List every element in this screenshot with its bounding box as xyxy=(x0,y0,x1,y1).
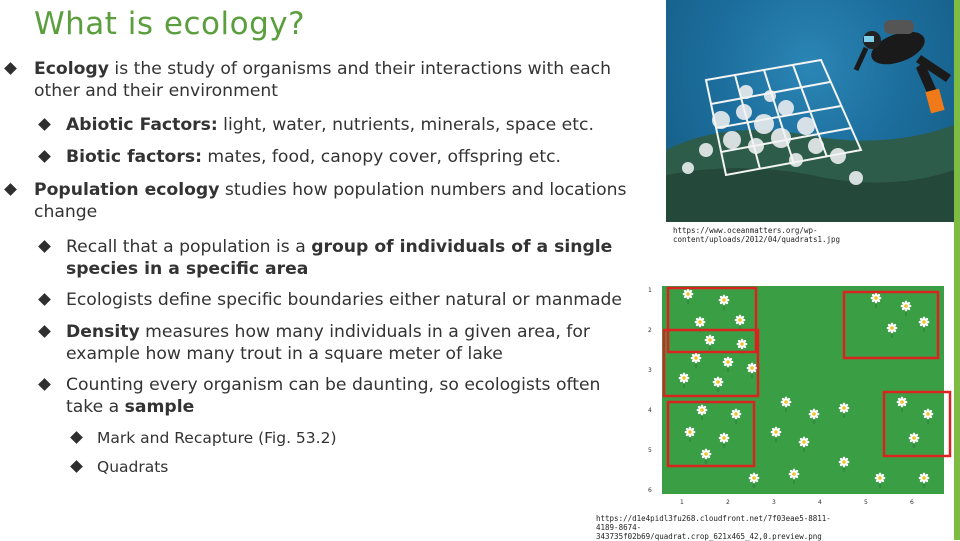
bullet-bold: Density xyxy=(66,322,140,342)
bullet-bold: Biotic factors: xyxy=(66,147,202,167)
row-label: 5 xyxy=(648,447,652,454)
bullet-diamond-icon xyxy=(38,118,51,131)
bullet-diamond-icon xyxy=(38,325,51,338)
row-label: 6 xyxy=(648,487,652,494)
bullet-bold: sample xyxy=(124,397,195,417)
bullet-bold: Abiotic Factors: xyxy=(66,115,218,135)
diver-figure xyxy=(856,20,951,113)
bullet-diamond-icon xyxy=(38,378,51,391)
bullet-diamond-icon xyxy=(70,431,83,444)
bullet-diamond-icon xyxy=(38,150,51,163)
bullet-diamond-icon xyxy=(38,293,51,306)
bullet-text: Counting every organism can be daunting, so ecologists often take a xyxy=(66,375,601,417)
bullet-diamond-icon xyxy=(38,240,51,253)
bullet-diamond-icon xyxy=(4,183,17,196)
coral-quadrat-photo xyxy=(666,0,954,222)
bullet-diamond-icon xyxy=(70,460,83,473)
photo-caption: https://www.oceanmatters.org/wp-content/uploads/2012/04/quadrats1.jpg xyxy=(673,226,841,244)
bullet-bold: Ecology xyxy=(34,59,109,79)
bullet-population-ecology xyxy=(34,179,644,223)
col-label: 4 xyxy=(818,499,822,506)
col-label: 6 xyxy=(910,499,914,506)
bullet-boundaries xyxy=(66,289,636,311)
col-label: 3 xyxy=(772,499,776,506)
diagram-caption: https://d1e4pidl3fu268.cloudfront.net/7f03eae5-8811-4189-8674-343735f02b69/quadrat.crop_621x465_42,0.preview.png xyxy=(596,514,831,541)
bullet-text: studies how population numbers and locations change xyxy=(34,180,627,222)
bullet-text: light, water, nutrients, minerals, space etc. xyxy=(217,115,594,135)
row-label: 1 xyxy=(648,287,652,294)
accent-bar xyxy=(954,0,960,540)
bullet-bold: group of individuals of a single species in a specific area xyxy=(66,237,613,279)
bullet-sampling xyxy=(66,374,636,418)
bullet-quadrats xyxy=(97,456,617,478)
bullet-text: mates, food, canopy cover, offspring etc. xyxy=(201,147,562,167)
bullet-diamond-icon xyxy=(4,62,17,75)
bullet-bold: Population ecology xyxy=(34,180,220,200)
bullet-density xyxy=(66,321,636,365)
row-label: 2 xyxy=(648,327,652,334)
field-background xyxy=(662,286,944,494)
bullet-biotic xyxy=(66,146,636,168)
slide-title: What is ecology? xyxy=(34,6,306,42)
row-label: 4 xyxy=(648,407,652,414)
quadrat-field xyxy=(644,282,954,510)
bullet-text: Ecologists define specific boundaries either natural or manmade xyxy=(66,290,623,310)
col-label: 1 xyxy=(680,499,684,506)
bullet-text: Quadrats xyxy=(97,458,169,476)
col-label: 2 xyxy=(726,499,730,506)
coral-scene xyxy=(666,0,954,222)
col-label: 5 xyxy=(864,499,868,506)
bullet-text: is the study of organisms and their interactions with each other and their environment xyxy=(34,59,612,101)
bullet-mark-recapture xyxy=(97,427,617,449)
bullet-recall-population xyxy=(66,236,636,280)
bullet-text: Recall that a population is a xyxy=(66,237,312,257)
bullet-abiotic xyxy=(66,114,636,136)
bullet-text: measures how many individuals in a given area, for example how many trout in a square meter of lake xyxy=(66,322,590,364)
quadrat-diagram xyxy=(644,282,954,510)
bullet-text: Mark and Recapture (Fig. 53.2) xyxy=(97,429,337,447)
row-label: 3 xyxy=(648,367,652,374)
bullet-ecology xyxy=(34,58,644,102)
